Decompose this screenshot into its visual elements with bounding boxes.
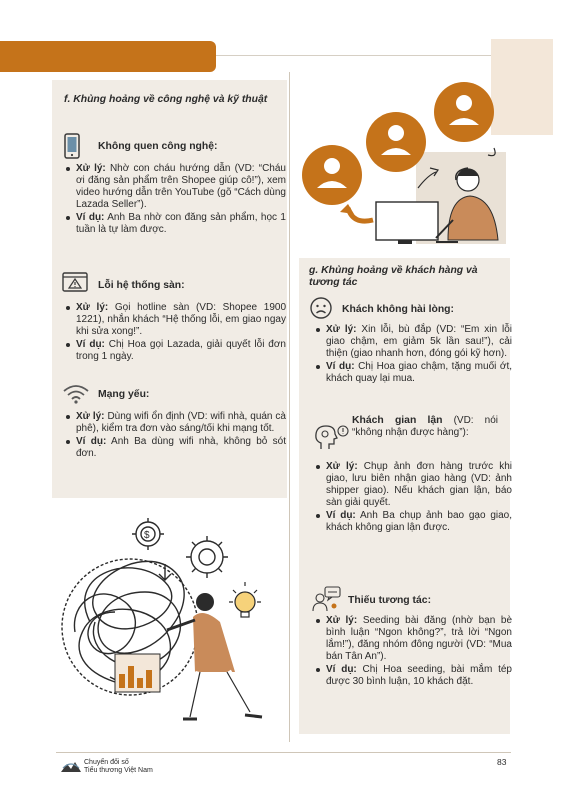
sad-face-icon [309,296,333,320]
list-item: Xử lý: Chụp ảnh đơn hàng trước khi giao, lưu biên nhận giao hàng (VD: ảnh shipper giao). Nếu khách gian lận, báo sàn giải quyết. [326,461,512,509]
item-title-unhappy-customer: Khách không hài lòng: [342,304,454,315]
list-item: Ví dụ: Anh Ba dùng wifi nhà, không bỏ sót đơn. [76,436,286,460]
brand-logo-icon [60,758,82,774]
list-item: Ví dụ: Anh Ba chụp ảnh bao gạo giao, khách không gian lận được. [326,510,512,534]
header-bar [0,41,216,72]
section-title-g: g. Khủng hoảng về khách hàng và tương tác [309,265,478,288]
item-title-fraud-customer: Khách gian lận (VD: nói “không nhận được hàng”): [352,415,498,439]
header-rule [216,55,536,56]
list-item: Ví dụ: Chị Hoa gọi Lazada, giải quyết lỗi đơn trong 1 ngày. [76,339,286,363]
list-item: Xử lý: Nhờ con cháu hướng dẫn (VD: “Cháu ơi đăng sản phẩm trên Shopee giúp cô!”), xem video hướng dẫn trên YouTube (gõ “Cách dùng Lazada Seller”). [76,163,286,211]
tangled-problem-illustration [55,512,280,737]
list-item: Ví dụ: Chị Hoa giao chậm, tặng muối ớt, khách quay lại mua. [326,361,512,385]
item-title-weak-network: Mạng yếu: [98,389,150,400]
phone-icon [62,133,82,159]
bullets-unhappy-customer [312,324,512,386]
page-number: 83 [497,757,507,767]
list-item: Xử lý: Xin lỗi, bù đắp (VD: “Em xin lỗi giao chậm, em giảm 5k lần sau!”), cải thiện (giao nhanh hơn, đóng gói kỹ hơn). [326,324,512,360]
bullets-platform-error [62,302,286,364]
list-item: Ví dụ: Anh Ba nhờ con đăng sản phẩm, học 1 tuần là tự làm được. [76,212,286,236]
footer-rule [56,752,511,753]
list-item: Xử lý: Gọi hotline sàn (VD: Shopee 1900 1221), nhắn khách “Hệ thống lỗi, em giao ngay khi sửa xong!”. [76,302,287,338]
warning-screen-icon [62,271,88,295]
bullets-unfamiliar-tech [62,163,286,238]
brand-name: Chuyển đổi số Tiểu thương Việt Nam [84,759,153,774]
item-title-unfamiliar-tech: Không quen công nghệ: [98,141,218,152]
bullets-fraud-customer [312,461,512,536]
item-title-low-engagement: Thiếu tương tác: [348,595,432,606]
item-title-platform-error: Lỗi hệ thống sàn: [98,280,185,291]
fraud-head-icon [313,423,349,453]
wifi-icon [62,383,90,405]
svg-text:$: $ [144,530,150,541]
section-title-f: f. Khủng hoảng về công nghệ và kỹ thuật [64,94,268,105]
list-item: Ví dụ: Chị Hoa seeding, bài mắm tép được 30 bình luận, 10 khách đặt. [326,664,512,688]
list-item: Xử lý: Seeding bài đăng (nhờ bạn bè bình luận “Ngon không?”, trả lời “Ngon lắm!”), đăng nhóm đông người (VD: “Mua bán Tân An”). [326,615,513,663]
bullets-weak-network [62,411,286,461]
column-divider [289,72,290,742]
interaction-icon [312,586,342,612]
list-item: Xử lý: Dùng wifi ổn định (VD: wifi nhà, quán cà phê), kiểm tra đơn vào sáng/tối khi mạng tốt. [76,411,286,435]
bullets-low-engagement [312,615,512,690]
customer-support-illustration [298,80,514,250]
